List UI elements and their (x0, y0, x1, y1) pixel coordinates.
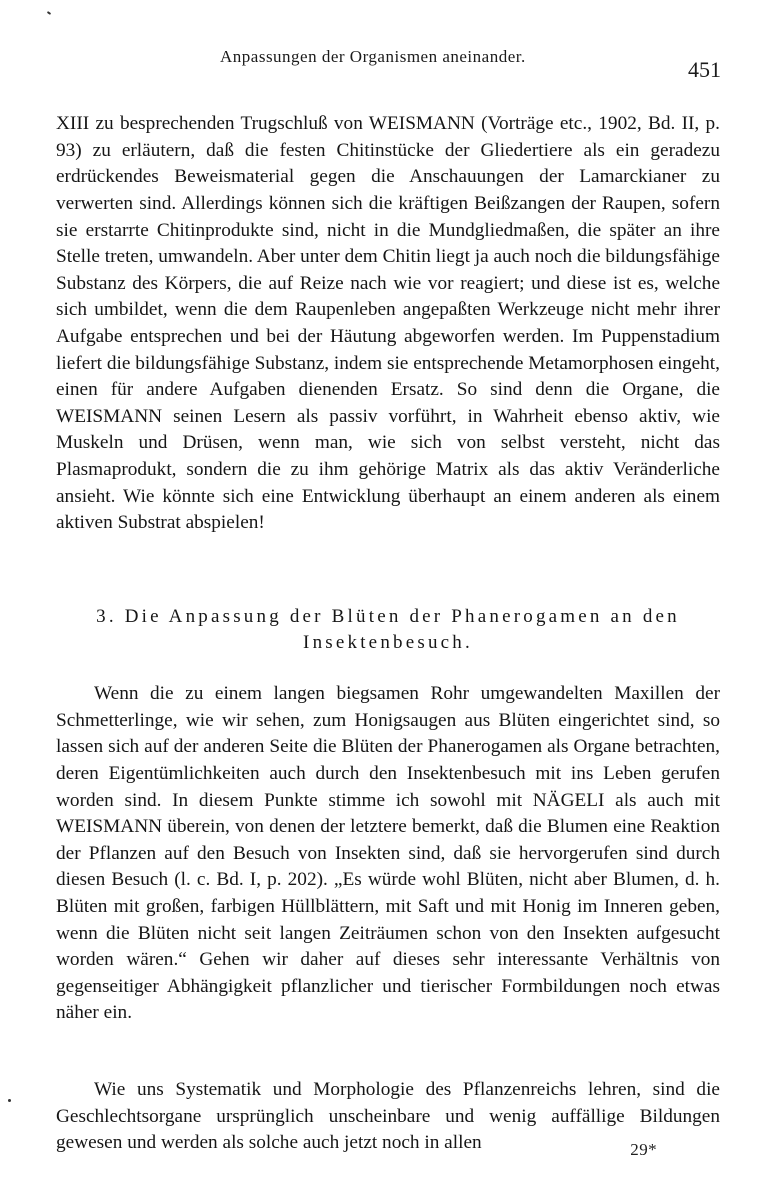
running-head: Anpassungen der Organismen aneinander. (220, 47, 526, 66)
scan-speck-top (47, 11, 51, 15)
paragraph-3: Wie uns Systematik und Morphologie des Pflanzenreichs lehren, sind die Geschlechtsorgane ursprünglich unscheinbare und wenig auffällige Bildungen gewesen und werden als solche auch jetzt noch in allen (56, 1079, 720, 1154)
signature-mark: 29* (630, 1140, 657, 1159)
page-number: 451 (688, 57, 721, 82)
page-header (0, 47, 765, 82)
section-heading-line-1: 3. Die Anpassung der Blüten der Phanerogamen an den (96, 606, 680, 627)
paragraph-1: XIII zu besprechenden Trugschluß von WEISMANN (Vorträge etc., 1902, Bd. II, p. 93) zu erläutern, daß die festen Chitinstücke der Gliedertiere als ein geradezu erdrückendes Beweismaterial gegen die Anschauungen der Lamarckianer zu verwerten sind. Allerdings können sich die kräftigen Beißzangen der Raupen, sofern sie erstarrte Chitinprodukte sind, nicht in die Mundgliedmaßen, die später an ihre Stelle treten, umwandeln. Aber unter dem Chitin liegt ja auch noch die bildungsfähige Substanz des Körpers, die auf Reize nach wie vor reagiert; und diese ist es, welche sich umbildet, wenn die dem Raupenleben angepaßten Werkzeuge nicht mehr ihrer Aufgabe entsprechen und bei der Häutung abgeworfen werden. Im Puppenstadium liefert die bildungsfähige Substanz, indem sie entsprechende Metamorphosen eingeht, einen für andere Aufgaben dienenden Ersatz. So sind denn die Organe, die WEISMANN seinen Lesern als passiv vorführt, in Wahrheit ebenso aktiv, wie Muskeln und Drüsen, wenn man, wie sich von selbst versteht, nicht das Plasmaprodukt, sondern die zu ihm gehörige Matrix als das aktiv Veränderliche ansieht. Wie könnte sich eine Entwicklung überhaupt an einem anderen als einem aktiven Substrat abspielen! (56, 113, 720, 534)
scan-speck-margin (8, 1099, 11, 1102)
section-heading (56, 604, 720, 656)
paragraph-2: Wenn die zu einem langen biegsamen Rohr umgewandelten Maxillen der Schmetterlinge, wie wir sehen, zum Honigsaugen aus Blüten eingerichtet sind, so lassen sich auf der anderen Seite die Blüten der Phanerogamen als Organe betrachten, deren Eigentümlichkeiten auch durch den Insektenbesuch mit ins Leben gerufen worden sind. In diesem Punkte stimme ich sowohl mit NÄGELI als auch mit WEISMANN überein, von denen der letztere bemerkt, daß die Blumen eine Reaktion der Pflanzen auf den Besuch von Insekten sind, daß sie hervorgerufen sind durch diesen Besuch (l. c. Bd. I, p. 202). „Es würde wohl Blüten, nicht aber Blumen, d. h. Blüten mit großen, farbigen Hüllblättern, mit Saft und mit Honig im Inneren geben, wenn die Blüten nicht seit langen Zeiträumen schon von den Insekten aufgesucht worden wären.“ Gehen wir daher auf dieses sehr interessante Verhältnis von gegenseitiger Abhängigkeit pflanzlicher und tierischer Formbildungen noch etwas näher ein. (56, 683, 720, 1024)
section-heading-line-2: Insektenbesuch. (303, 632, 473, 653)
